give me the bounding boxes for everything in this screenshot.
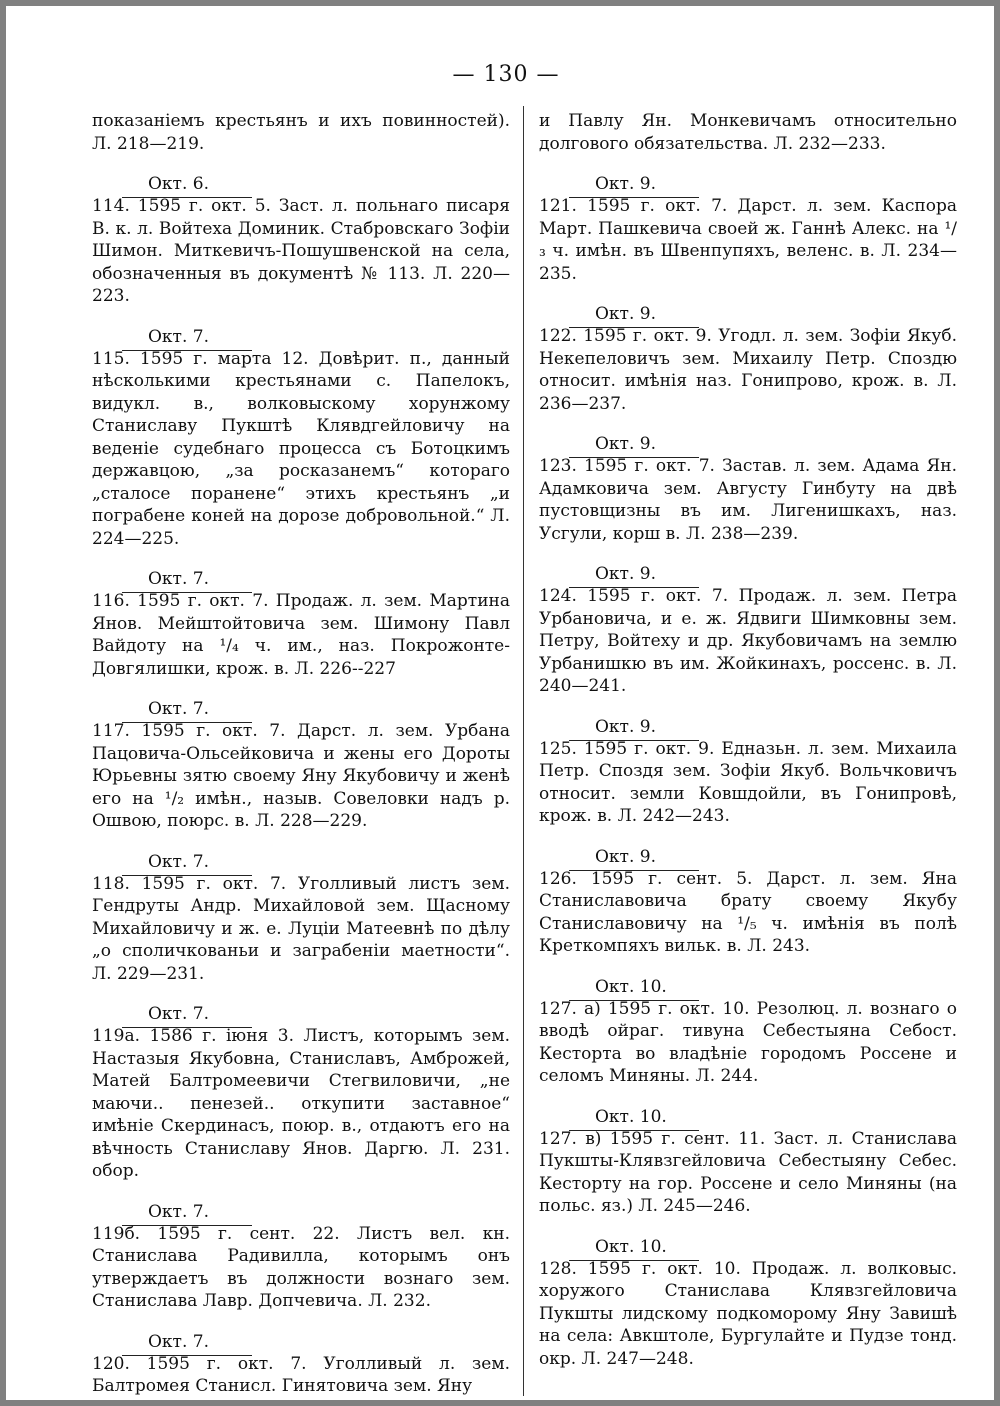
calendar-entry: [539, 173, 957, 285]
entry-text: 121. 1595 г. окт. 7. Дарст. л. зем. Каспора Март. Пашкевича своей ж. Ганнѣ Алекс. на ¹/₃ ч. имѣн. въ Швенпупяхъ, веленс. в. Л. 234—235.: [539, 196, 957, 284]
entry-text: 127. в) 1595 г. сент. 11. Заст. л. Станислава Пукшты-Клявзгейловича Себестыяну Себес. Кесторту на гор. Россене и село Миняны (на польс. яз.) Л. 245—246.: [539, 1128, 957, 1216]
entry-text: 115. 1595 г. марта 12. Довѣрит. п., данный нѣсколькими крестьянами с. Папелокъ, видукл. в., волковыскому хорунжому Станиславу Пукштѣ Клявдгейловичу на веденіе судебнаго процесса съ Ботоцкимъ державцою, „за росказанемъ“ котораго „сталосе поранене“ этихъ крестьянъ „и пограбене коней на дорозе добровольной.“ Л. 224—225.: [92, 348, 510, 549]
entry-date: Окт. 9.: [539, 563, 957, 585]
entry-date: Окт. 10.: [539, 1106, 957, 1128]
left-column-lead-text: показаніемъ крестьянъ и ихъ повинностей). Л. 218—219.: [92, 111, 510, 154]
entry-text: 124. 1595 г. окт. 7. Продаж. л. зем. Петра Урбановича, и е. ж. Ядвиги Шимковны зем. Петру, Войтеху и др. Якубовичамъ на землю Урбанишкю въ им. Жойкинахъ, россенс. в. Л. 240—241.: [539, 586, 957, 696]
entry-text: 114. 1595 г. окт. 5. Заст. л. польнаго писаря В. к. л. Войтеха Доминик. Стабровскаго Зофіи Шимон. Миткевичъ-Пошушвенской на села, обозначенныя въ документѣ № 113. Л. 220—223.: [92, 196, 510, 306]
entry-text: 119а. 1586 г. іюня 3. Листъ, которымъ зем. Настазыя Якубовна, Станиславъ, Амброжей, Матей Балтромеевичи Стегвиловичи, „не маючи.. пенезей.. откупити заставное“ имѣніе Скердинасъ, поюр. в., отдаютъ его на вѣчность Станиславу Янов. Даргю. Л. 231. обор.: [92, 1026, 510, 1181]
calendar-entry: [92, 568, 510, 680]
calendar-entry: [539, 1106, 957, 1218]
right-entries-list: [539, 173, 957, 1370]
entry-date: Окт. 9.: [539, 433, 957, 455]
calendar-entry: [92, 173, 510, 308]
entry-date: Окт. 9.: [539, 173, 957, 195]
entry-date: Окт. 9.: [539, 303, 957, 325]
calendar-entry: [92, 326, 510, 551]
page-number: — 130 —: [452, 62, 560, 87]
calendar-entry: [539, 433, 957, 545]
right-column-lead-text: и Павлу Ян. Монкевичамъ относительно долгового обязательства. Л. 232—233.: [539, 111, 957, 154]
calendar-entry: [539, 846, 957, 958]
entry-date: Окт. 7.: [92, 568, 510, 590]
entry-date: Окт. 7.: [92, 326, 510, 348]
calendar-entry: [92, 851, 510, 986]
calendar-entry: [539, 716, 957, 828]
entry-text: 126. 1595 г. сент. 5. Дарст. л. зем. Яна Станиславовича брату своему Якубу Станиславовичу на ¹/₅ ч. имѣнія въ полѣ Креткомпяхъ вильк. в. Л. 243.: [539, 868, 957, 956]
calendar-entry: [92, 1003, 510, 1183]
entry-text: 122. 1595 г. окт. 9. Угодл. л. зем. Зофіи Якуб. Некепеловичъ зем. Михаилу Петр. Споздю относит. имѣнія наз. Гонипрово, крож. в. Л. 236—237.: [539, 326, 957, 414]
calendar-entry: [539, 976, 957, 1088]
entry-text: 123. 1595 г. окт. 7. Застав. л. зем. Адама Ян. Адамковича зем. Августу Гинбуту на двѣ пустовщизны въ им. Лигенишкахъ, наз. Усгули, корш в. Л. 238—239.: [539, 456, 957, 544]
left-column: [92, 110, 510, 1402]
entry-date: Окт. 7.: [92, 1331, 510, 1353]
entry-date: Окт. 7.: [92, 1201, 510, 1223]
entry-date: Окт. 10.: [539, 1236, 957, 1258]
calendar-entry: [539, 303, 957, 415]
entry-date: Окт. 9.: [539, 846, 957, 868]
right-column: [539, 110, 957, 1374]
entry-text: 116. 1595 г. окт. 7. Продаж. л. зем. Мартина Янов. Мейштойтовича зем. Шимону Павл Вайдоту на ¹/₄ ч. им., наз. Покрожонте-Довгялишки, крож. в. Л. 226--227: [92, 591, 510, 679]
calendar-entry: [92, 1331, 510, 1398]
entry-date: Окт. 7.: [92, 698, 510, 720]
entry-text: 119б. 1595 г. сент. 22. Листъ вел. кн. Станислава Радивилла, которымъ онъ утверждаетъ въ должности вознаго зем. Станислава Лавр. Допчевича. Л. 232.: [92, 1223, 510, 1311]
calendar-entry: [539, 563, 957, 698]
entry-text: 127. а) 1595 г. окт. 10. Резолюц. л. вознаго о вводѣ ойраг. тивуна Себестыяна Себост. Кесторта во владѣніе городомъ Россене и селомъ Миняны. Л. 244.: [539, 998, 957, 1086]
entry-text: 128. 1595 г. окт. 10. Продаж. л. волковыс. хоружого Станислава Клявзгейловича Пукшты лидскому подкоморому Яну Завишѣ на села: Авкштоле, Бургулайте и Пудзе тонд. окр. Л. 247—248.: [539, 1258, 957, 1369]
calendar-entry: [539, 1236, 957, 1371]
entry-date: Окт. 7.: [92, 851, 510, 873]
entry-text: 117. 1595 г. окт. 7. Дарст. л. зем. Урбана Пацовича-Ольсейковича и жены его Дороты Юрьевны зятю своему Яну Якубовичу и женѣ его на ¹/₂ имѣн., назыв. Совеловки надъ р. Ошвою, поюрс. в. Л. 228—229.: [92, 721, 510, 831]
column-divider: [523, 106, 524, 1396]
calendar-entry: [92, 1201, 510, 1313]
entry-date: Окт. 9.: [539, 716, 957, 738]
entry-text: 120. 1595 г. окт. 7. Уголливый л. зем. Балтромея Станисл. Гинятовича зем. Яну: [92, 1353, 510, 1396]
entry-text: 118. 1595 г. окт. 7. Уголливый листъ зем. Гендруты Андр. Михайловой зем. Щасному Михайловичу и ж. е. Луціи Матеевнѣ по дѣлу „о споличкованьи и заграбеніи маетности“. Л. 229—231.: [92, 873, 510, 984]
left-entries-list: [92, 173, 510, 1398]
entry-text: 125. 1595 г. окт. 9. Едназьн. л. зем. Михаила Петр. Споздя зем. Зофіи Якуб. Вольчковичъ относит. земли Ковшдойли, въ Гонипровѣ, крож. в. Л. 242—243.: [539, 738, 957, 826]
calendar-entry: [92, 698, 510, 833]
entry-date: Окт. 10.: [539, 976, 957, 998]
entry-date: Окт. 7.: [92, 1003, 510, 1025]
entry-date: Окт. 6.: [92, 173, 510, 195]
